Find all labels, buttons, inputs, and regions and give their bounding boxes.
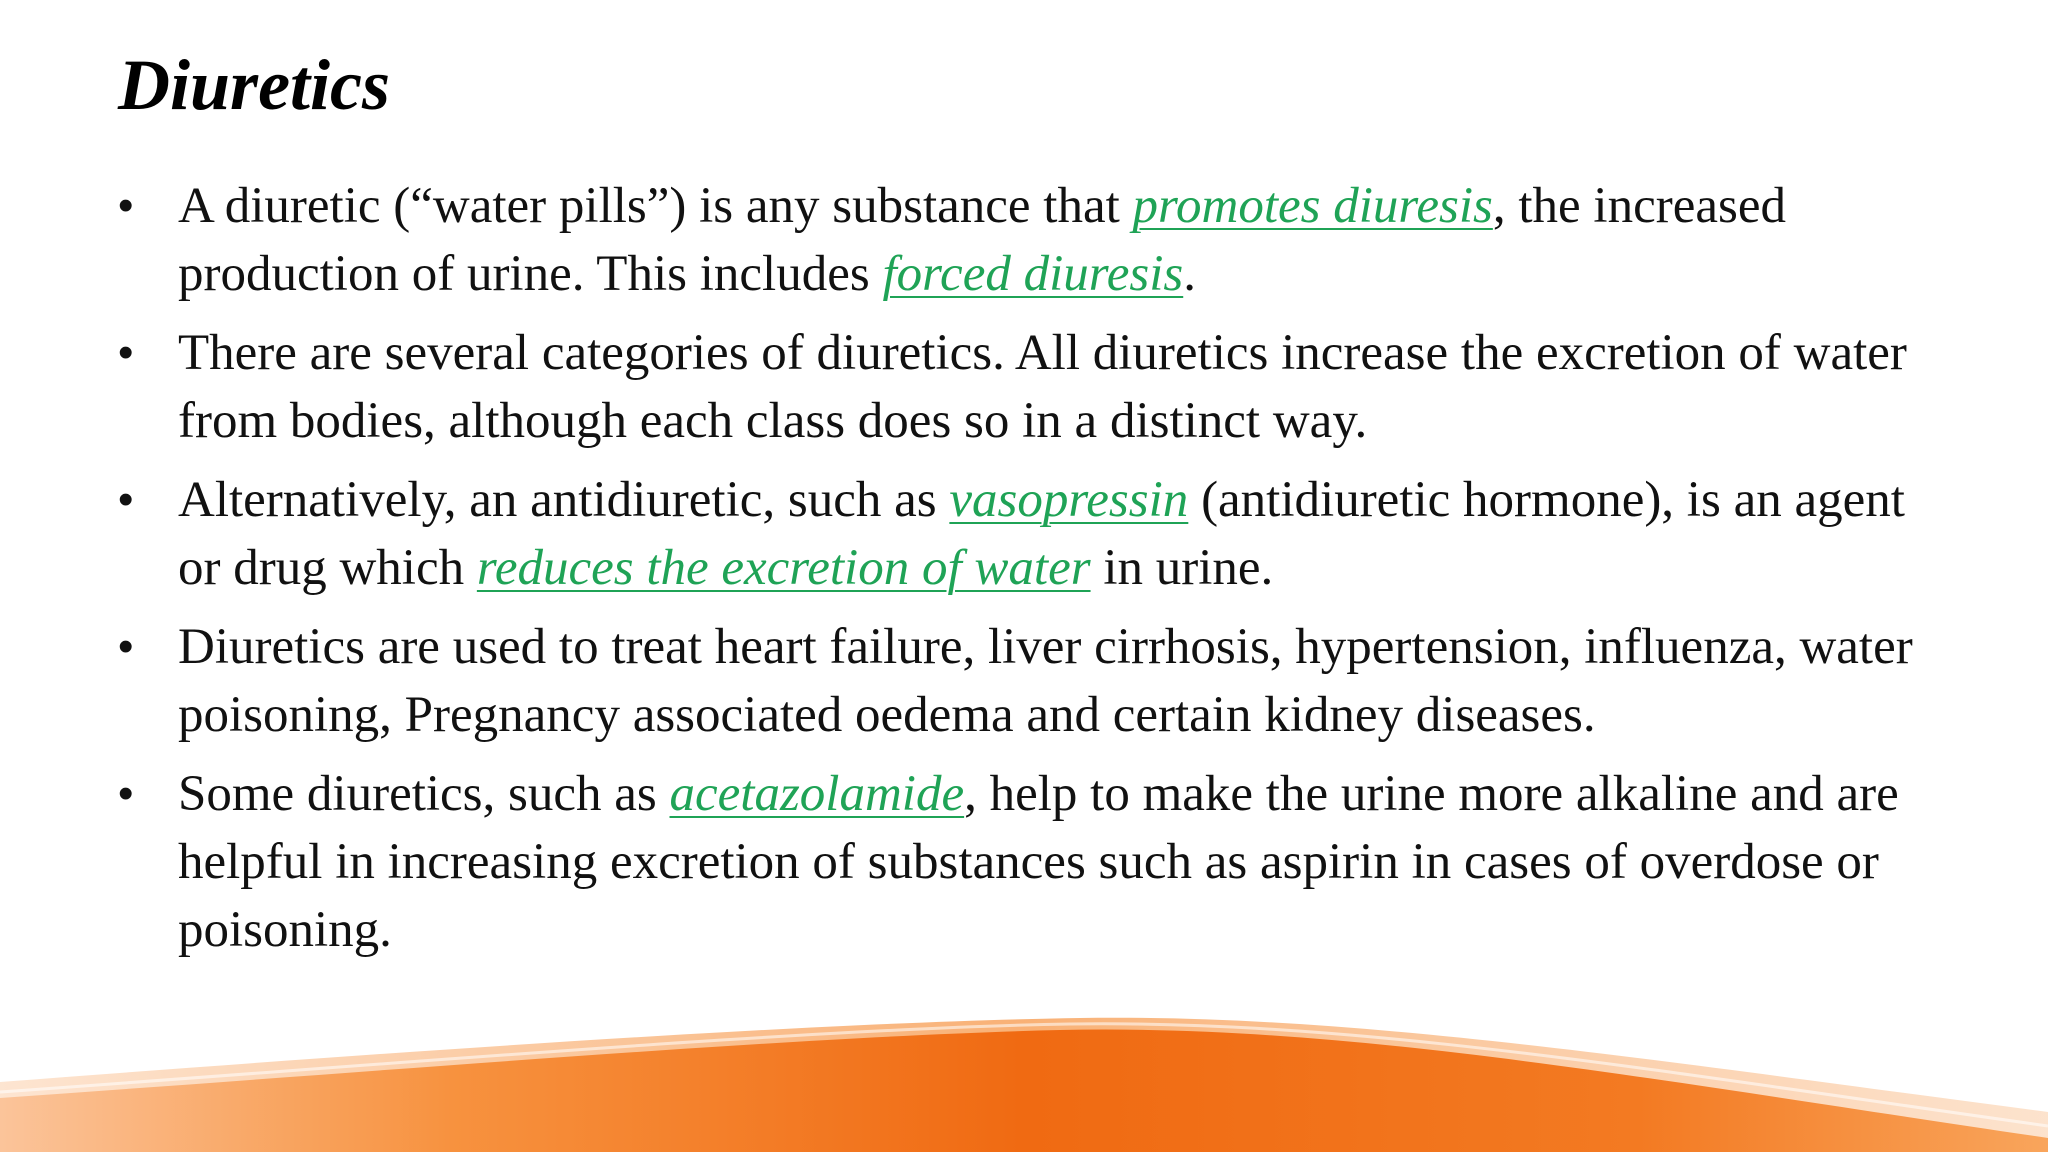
bullet-marker: • bbox=[118, 622, 134, 671]
bullet-text: A diuretic (“water pills”) is any substance that bbox=[178, 178, 1133, 234]
decorative-wave bbox=[0, 990, 2048, 1152]
link-reduces-excretion-of-water[interactable]: reduces the excretion of water bbox=[476, 540, 1091, 596]
bullet-text: (antidiuretic hormone), is an agent or drug which bbox=[178, 472, 1905, 596]
bullet-item bbox=[118, 466, 1958, 602]
bullet-item bbox=[118, 760, 1958, 964]
bullet-text: There are several categories of diuretics. All diuretics increase the excretion of water from bodies, although each class does so in a distinct way. bbox=[178, 325, 1907, 449]
link-forced-diuresis[interactable]: forced diuresis bbox=[882, 246, 1184, 302]
bullet-text: Diuretics are used to treat heart failure, liver cirrhosis, hypertension, influenza, water poisoning, Pregnancy associated oedema and certain kidney diseases. bbox=[178, 619, 1913, 743]
bullet-item bbox=[118, 172, 1958, 308]
link-promotes-diuresis[interactable]: promotes diuresis bbox=[1132, 178, 1493, 234]
link-vasopressin[interactable]: vasopressin bbox=[949, 472, 1189, 528]
bullet-marker: • bbox=[118, 475, 134, 524]
bullet-marker: • bbox=[118, 769, 134, 818]
bullet-text: . bbox=[1183, 246, 1196, 302]
bullet-item bbox=[118, 319, 1958, 455]
bullet-text: in urine. bbox=[1090, 540, 1274, 596]
bullet-item bbox=[118, 613, 1958, 749]
bullet-marker: • bbox=[118, 328, 134, 377]
slide-title: Diuretics bbox=[118, 45, 391, 125]
bullet-marker: • bbox=[118, 181, 134, 230]
link-acetazolamide[interactable]: acetazolamide bbox=[669, 766, 965, 822]
bullet-text: Some diuretics, such as bbox=[178, 766, 670, 822]
bullet-text: , help to make the urine more alkaline and are helpful in increasing excretion of substances such as aspirin in cases of overdose or poisoning. bbox=[178, 766, 1899, 958]
bullet-list bbox=[118, 172, 1958, 975]
bullet-text: , the increased production of urine. This includes bbox=[178, 178, 1786, 302]
bullet-text: Alternatively, an antidiuretic, such as bbox=[178, 472, 950, 528]
